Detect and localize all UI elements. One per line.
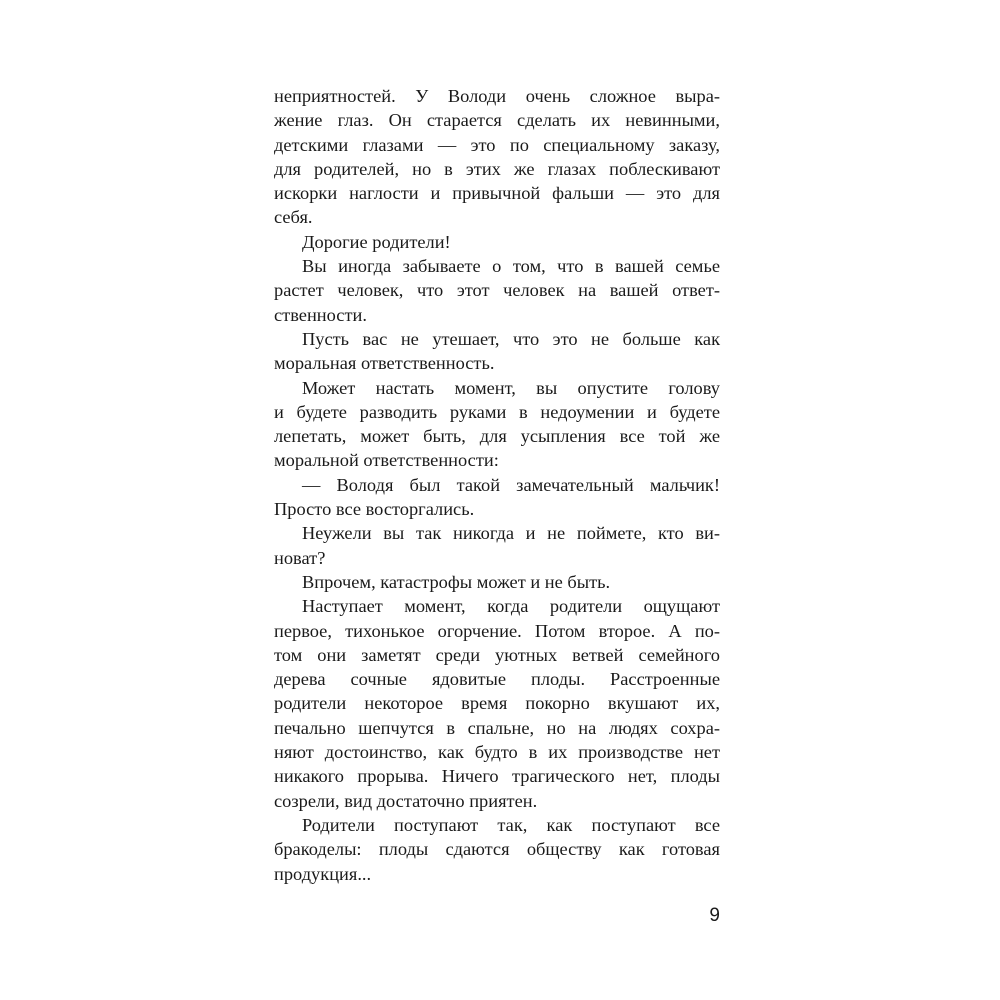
text-line: Вы иногда забываете о том, что в вашей семье — [302, 256, 720, 277]
text-line: неприятностей. У Володи очень сложное выра- — [274, 86, 720, 106]
text-line: и будете разводить руками в недоумении и будете — [274, 401, 720, 422]
text-line: бракоделы: плоды сдаются обществу как готовая — [274, 839, 720, 860]
text-line: для родителей, но в этих же глазах поблескивают — [274, 158, 720, 179]
text-line: первое, тихонькое огорчение. Потом второе. А по- — [274, 620, 720, 641]
text-line: новат? — [274, 547, 326, 568]
text-line: жение глаз. Он старается сделать их невинными, — [274, 110, 720, 131]
text-line: растет человек, что этот человек на вашей ответ- — [274, 280, 720, 301]
text-line: Пусть вас не утешает, что это не больше как — [302, 328, 720, 349]
text-line: искорки наглости и привычной фальши — это для — [274, 183, 720, 204]
text-line: печально шепчутся в спальне, но на людях сохра- — [274, 717, 720, 738]
text-line: — Володя был такой замечательный мальчик! — [302, 474, 720, 495]
text-line: Неужели вы так никогда и не поймете, кто ви- — [302, 523, 720, 544]
text-line: няют достоинство, как будто в их производстве нет — [274, 742, 720, 763]
text-line: Наступает момент, когда родители ощущают — [302, 596, 720, 617]
text-line: Может настать момент, вы опустите голову — [302, 377, 720, 398]
text-line: никакого прорыва. Ничего трагического нет, плоды — [274, 766, 720, 787]
text-line: Дорогие родители! — [302, 231, 451, 252]
text-line: детскими глазами — это по специальному заказу, — [274, 134, 720, 155]
text-line: Впрочем, катастрофы может и не быть. — [302, 571, 611, 592]
text-line: Просто все восторгались. — [274, 499, 475, 520]
text-line: моральная ответственность. — [274, 353, 495, 374]
page-number: 9 — [709, 905, 720, 926]
text-line: созрели, вид достаточно приятен. — [274, 790, 538, 811]
text-line: лепетать, может быть, для усыпления все той же — [274, 426, 720, 447]
text-line: себя. — [274, 207, 313, 228]
text-line: дерева сочные ядовитые плоды. Расстроенные — [274, 669, 720, 690]
text-line: ственности. — [274, 304, 367, 325]
text-line: Родители поступают так, как поступают все — [302, 814, 720, 835]
text-line: продукция... — [274, 863, 372, 884]
text-line: том они заметят среди уютных ветвей семейного — [274, 644, 720, 665]
page-body-text — [274, 84, 720, 886]
text-line: моральной ответственности: — [274, 450, 499, 471]
text-line: родители некоторое время покорно вкушают их, — [274, 693, 720, 714]
